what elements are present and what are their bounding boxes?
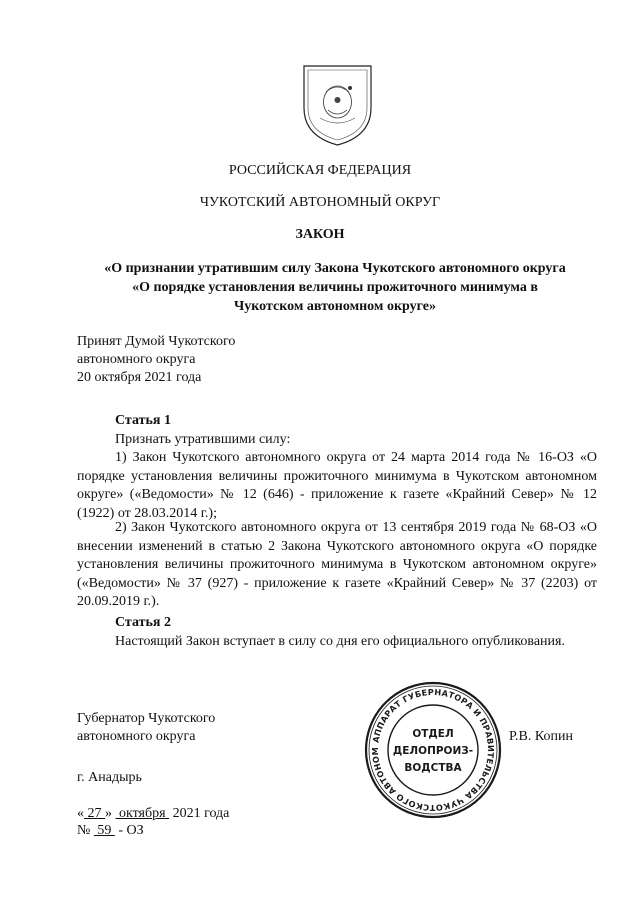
official-stamp — [363, 680, 503, 820]
number-prefix: № — [77, 823, 91, 838]
date-close-quote: » — [105, 806, 112, 821]
stamp-center-line: ДЕЛОПРОИЗ- — [392, 745, 474, 757]
place-of-signing: г. Анадырь — [77, 770, 142, 785]
article-1-item-2: 2) Закон Чукотского автономного округа от 13 сентября 2019 года № 68-ОЗ «О внесении изменений в статью 2 Закона Чукотского автономного округа «О порядке установления величины прожиточного минимума в Чукотском автономном округе» («Ведомости» № 37 (927) - приложение к газете «Крайний Север» № 37 (2203) от 20.09.2019 г.). — [77, 520, 597, 609]
stamp-ring-text: АППАРАТ ГУБЕРНАТОРА И ПРАВИТЕЛЬСТВА ЧУКОТСКОГО АВТОНОМ — [369, 686, 497, 814]
signing-date — [77, 805, 229, 822]
number-suffix: - ОЗ — [118, 823, 144, 838]
date-year: 2021 года — [172, 806, 230, 821]
adoption-line: 20 октября 2021 года — [77, 370, 202, 385]
article-2-heading: Статья 2 — [115, 615, 171, 630]
article-2-text: Настоящий Закон вступает в силу со дня его официального опубликования. — [115, 634, 565, 649]
law-title — [70, 259, 600, 316]
signing-date-block — [77, 805, 229, 839]
date-month: октября — [115, 806, 170, 821]
title-line: «О порядке установления величины прожиточного минимума в — [132, 280, 538, 295]
country-heading: РОССИЙСКАЯ ФЕДЕРАЦИЯ — [228, 163, 412, 178]
article-1-heading: Статья 1 — [115, 413, 171, 428]
adoption-info — [77, 333, 235, 387]
title-line: «О признании утратившим силу Закона Чукотского автономного округа — [104, 261, 566, 276]
governor-name: Р.В. Копин — [509, 729, 573, 744]
region-heading: ЧУКОТСКИЙ АВТОНОМНЫЙ ОКРУГ — [199, 195, 441, 210]
title-line: Чукотском автономном округе» — [233, 299, 436, 314]
coat-of-arms-icon — [300, 62, 375, 148]
governor-title-line: Губернатор Чукотского — [77, 711, 216, 726]
stamp-center-line: ОТДЕЛ — [412, 728, 454, 740]
adoption-line: Принят Думой Чукотского — [77, 334, 236, 349]
number-value: 59 — [93, 823, 115, 838]
document-type: ЗАКОН — [295, 227, 345, 242]
adoption-line: автономного округа — [77, 352, 196, 367]
governor-title-line: автономного округа — [77, 729, 196, 744]
date-day: 27 — [84, 806, 105, 821]
article-1-item-1: 1) Закон Чукотского автономного округа от 24 марта 2014 года № 16-ОЗ «О порядке установления величины прожиточного минимума в Чукотском автономном округе» («Ведомости» № 12 (646) - приложение к газете «Крайний Север» № 12 (1922) от 28.03.2014 г.); — [77, 450, 597, 521]
law-number — [77, 822, 229, 839]
date-open-quote: « — [77, 806, 84, 821]
article-1-intro: Признать утратившими силу: — [115, 432, 291, 447]
governor-title — [77, 710, 215, 746]
stamp-center-line: ВОДСТВА — [404, 762, 462, 774]
